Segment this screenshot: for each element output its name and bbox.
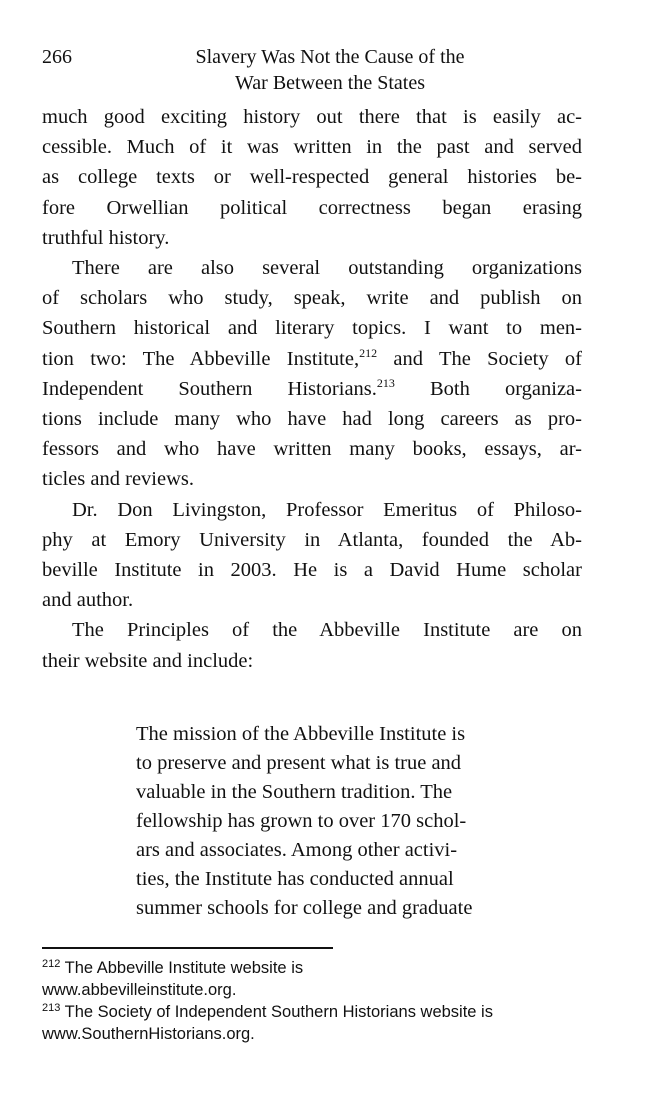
quote-line: The mission of the Abbeville Institute is: [136, 723, 466, 745]
footnote-reference: 212: [359, 345, 378, 360]
body-text: [42, 102, 582, 676]
text-line: [42, 223, 582, 253]
text-segment: and author.: [42, 589, 134, 612]
text-line: [42, 253, 582, 283]
text-segment: Dr. Don Livingston, Professor Emeritus of Philoso-: [72, 498, 582, 521]
text-segment: tion two: The Abbeville Institute,: [42, 347, 360, 370]
text-line: [42, 404, 582, 434]
text-segment: cessible. Much of it was written in the past and served: [42, 136, 582, 159]
footnote-rule: [42, 947, 333, 949]
running-title-line: War Between the States: [235, 72, 425, 94]
text-line: [42, 193, 582, 223]
text-segment: fessors and who have written many books, essays, ar-: [42, 438, 582, 461]
text-segment: fore Orwellian political correctness began erasing: [42, 196, 582, 219]
text-line: [42, 132, 582, 162]
footnote-text: The Abbeville Institute website is: [60, 959, 304, 977]
text-segment: ticles and reviews.: [42, 468, 194, 491]
text-segment: tions include many who have had long careers as pro-: [42, 408, 582, 431]
text-segment: of scholars who study, speak, write and publish on: [42, 287, 582, 310]
text-segment: truthful history.: [42, 226, 170, 249]
text-segment: beville Institute in 2003. He is a David Hume scholar: [42, 559, 582, 582]
footnote-reference: 213: [376, 375, 395, 390]
footnote-text: www.abbevilleinstitute.org.: [42, 981, 237, 999]
quote-line: ars and associates. Among other activi-: [136, 839, 458, 861]
footnote: [42, 1001, 493, 1023]
text-line: [42, 283, 582, 313]
text-line: [42, 525, 582, 555]
text-line: [42, 464, 582, 494]
text-line: [42, 344, 582, 374]
text-line: [42, 102, 582, 132]
text-segment: much good exciting history out there that is easily ac-: [42, 106, 582, 128]
text-line: [42, 615, 582, 645]
text-line: [42, 585, 582, 615]
text-line: [42, 374, 582, 404]
text-line: [42, 434, 582, 464]
footnote-number: 213: [42, 1002, 61, 1014]
text-line: [42, 162, 582, 192]
text-segment: The Principles of the Abbeville Institute are on: [72, 619, 582, 642]
text-segment: Independent Southern Historians.: [42, 377, 377, 400]
quote-line: fellowship has grown to over 170 schol-: [136, 810, 467, 832]
block-quote: [136, 720, 516, 923]
running-title: [130, 44, 530, 96]
text-line: [42, 495, 582, 525]
footnote-text: www.SouthernHistorians.org.: [42, 1025, 255, 1043]
quote-line: to preserve and present what is true and: [136, 752, 462, 774]
text-segment: as college texts or well-respected general histories be-: [42, 166, 582, 189]
quote-line: summer schools for college and graduate: [136, 897, 473, 919]
text-line: [42, 313, 582, 343]
text-segment: Both organiza-: [394, 377, 582, 400]
footnote-text: The Society of Independent Southern Historians website is: [60, 1003, 493, 1021]
text-line: [42, 646, 582, 676]
text-segment: their website and include:: [42, 649, 254, 672]
running-title-line: Slavery Was Not the Cause of the: [195, 46, 465, 68]
text-line: [42, 555, 582, 585]
page-number: 266: [42, 46, 72, 68]
text-segment: Southern historical and literary topics. I want to men-: [42, 317, 582, 340]
footnotes: [42, 957, 493, 1045]
text-segment: phy at Emory University in Atlanta, founded the Ab-: [42, 528, 582, 551]
quote-line: valuable in the Southern tradition. The: [136, 781, 453, 803]
quote-line: ties, the Institute has conducted annual: [136, 868, 454, 890]
footnote: [42, 957, 493, 979]
text-segment: There are also several outstanding organizations: [72, 257, 582, 280]
footnote-number: 212: [42, 958, 61, 970]
text-segment: and The Society of: [377, 347, 582, 370]
